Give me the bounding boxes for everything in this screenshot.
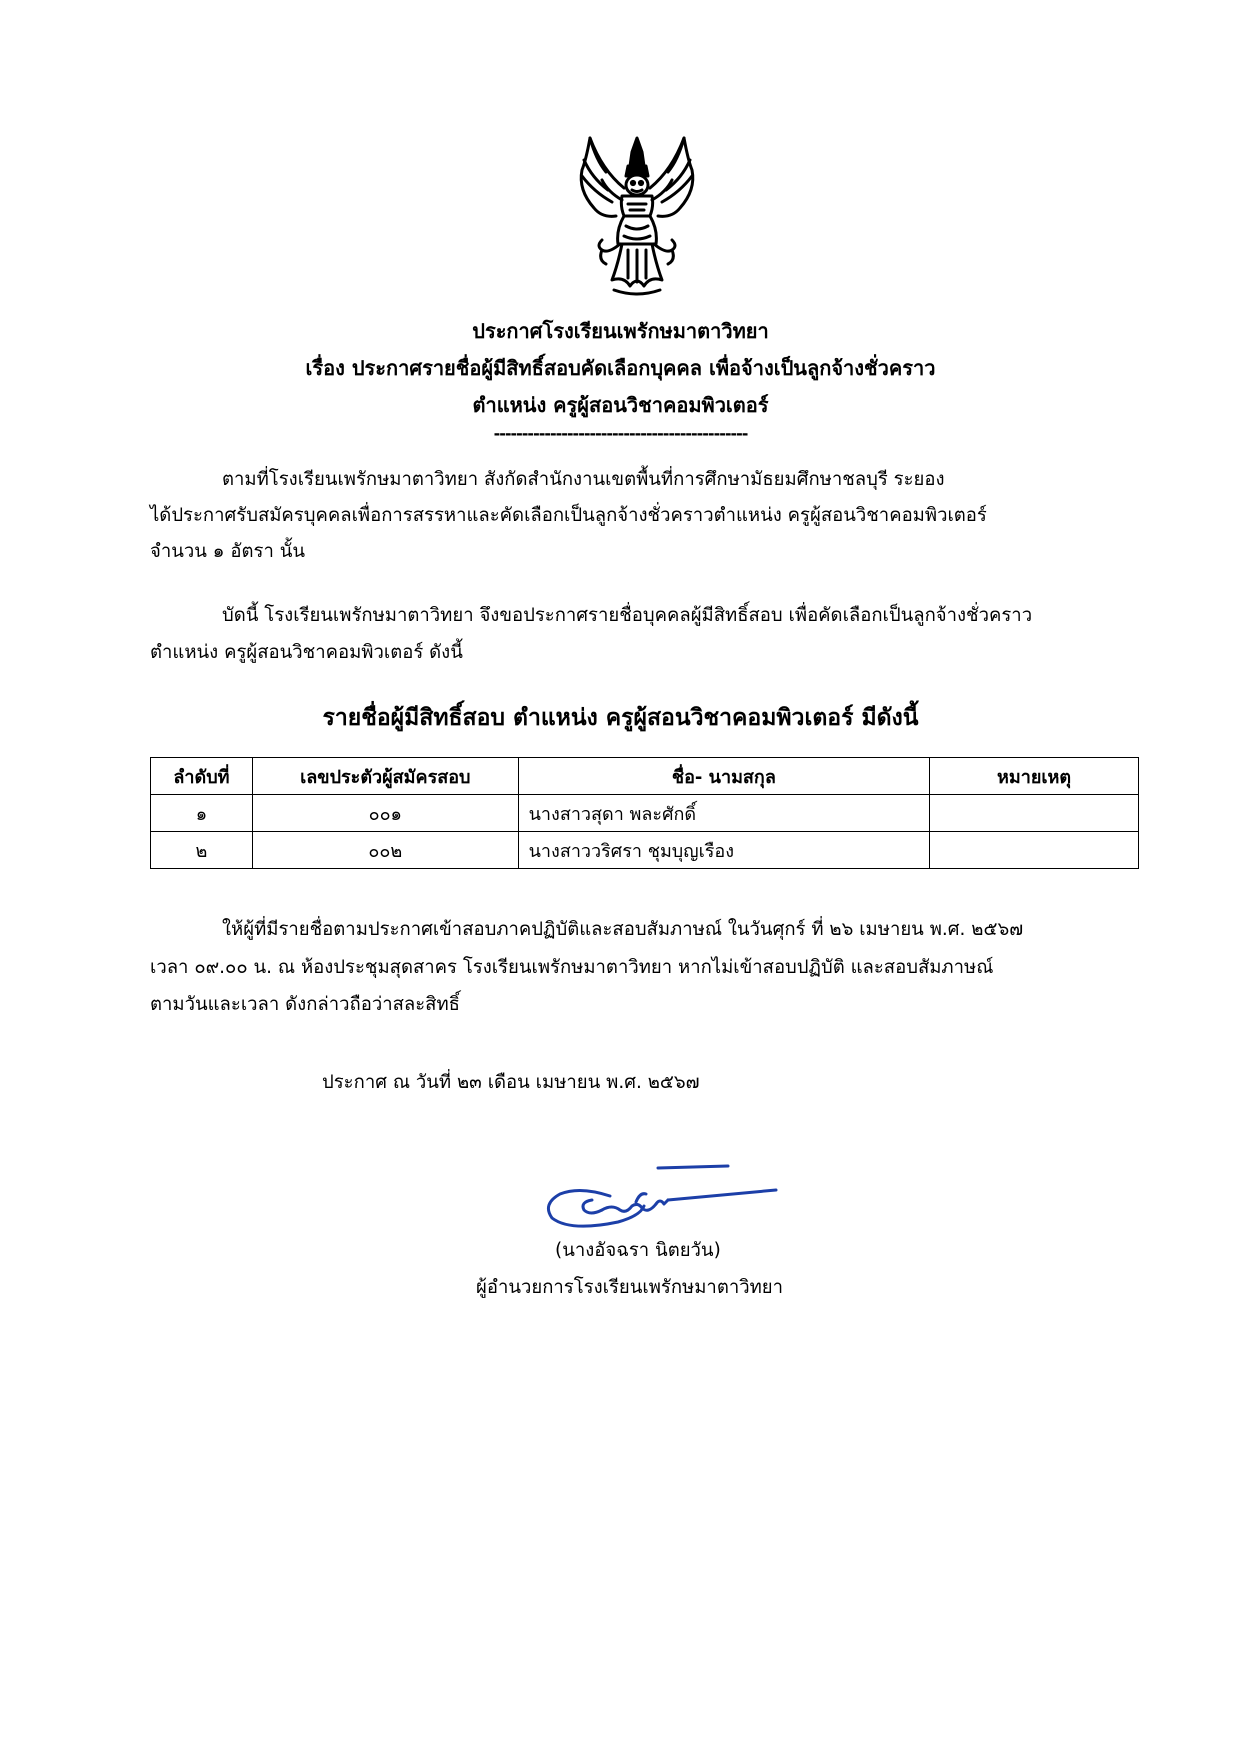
column-header-remarks: หมายเหตุ: [930, 758, 1139, 795]
paragraph-3-line-3: ตามวันและเวลา ดังกล่าวถือว่าสละสิทธิ์: [150, 994, 460, 1015]
announcement-title: ประกาศโรงเรียนเพรักษมาตาวิทยา: [472, 319, 769, 343]
announcement-date: ประกาศ ณ วันที่ ๒๓ เดือน เมษายน พ.ศ. ๒๕๖๗: [322, 1072, 700, 1093]
candidate-table: [150, 757, 1139, 869]
signer-position: ผู้อำนวยการโรงเรียนเพรักษมาตาวิทยา: [476, 1277, 784, 1298]
header-divider: ---------------------------------------------: [493, 424, 748, 443]
table-row: [151, 832, 1139, 869]
paragraph-2-line-2: ตำแหน่ง ครูผู้สอนวิชาคอมพิวเตอร์ ดังนี้: [150, 642, 463, 663]
table-row: [151, 795, 1139, 832]
paragraph-2-line-1: บัดนี้ โรงเรียนเพรักษมาตาวิทยา จึงขอประกาศรายชื่อบุคคลผู้มีสิทธิ์สอบ เพื่อคัดเลือกเป็นลูกจ้างชั่วคราว: [222, 605, 1033, 626]
paragraph-3-line-2: เวลา ๐๙.๐๐ น. ณ ห้องประชุมสุดสาคร โรงเรียนเพรักษมาตาวิทยา หากไม่เข้าสอบปฏิบัติ และสอบสัมภาษณ์: [150, 957, 994, 978]
column-header-applicant-id: เลขประตัวผู้สมัครสอบ: [252, 758, 518, 795]
cell-full-name: นางสาววริศรา ชุมบุญเรือง: [518, 832, 930, 869]
paragraph-1-line-1: ตามที่โรงเรียนเพรักษมาตาวิทยา สังกัดสำนักงานเขตพื้นที่การศึกษามัธยมศึกษาชลบุรี ระยอง: [222, 469, 945, 490]
cell-applicant-id: ๐๐๑: [252, 795, 518, 832]
column-header-order: ลำดับที่: [151, 758, 253, 795]
candidate-table-title: รายชื่อผู้มีสิทธิ์สอบ ตำแหน่ง ครูผู้สอนวิชาคอมพิวเตอร์ มีดังนี้: [322, 705, 919, 731]
announcement-subject: เรื่อง ประกาศรายชื่อผู้มีสิทธิ์สอบคัดเลือกบุคคล เพื่อจ้างเป็นลูกจ้างชั่วคราว: [305, 356, 936, 380]
cell-order: ๒: [151, 832, 253, 869]
paragraph-1-line-2: ได้ประกาศรับสมัครบุคคลเพื่อการสรรหาและคัดเลือกเป็นลูกจ้างชั่วคราวตำแหน่ง ครูผู้สอนวิชาคอมพิวเตอร์: [150, 505, 987, 526]
paragraph-1-line-3: จำนวน ๑ อัตรา นั้น: [150, 541, 306, 562]
signature-icon: [540, 1162, 790, 1232]
cell-order: ๑: [151, 795, 253, 832]
table-header-row: [151, 758, 1139, 795]
garuda-emblem-icon: [572, 130, 702, 300]
cell-applicant-id: ๐๐๒: [252, 832, 518, 869]
cell-full-name: นางสาวสุดา พละศักดิ์: [518, 795, 930, 832]
announcement-position: ตำแหน่ง ครูผู้สอนวิชาคอมพิวเตอร์: [472, 393, 769, 417]
cell-remarks: [930, 795, 1139, 832]
column-header-full-name: ชื่อ- นามสกุล: [518, 758, 930, 795]
signer-name: (นางอัจฉรา นิตยวัน): [555, 1240, 721, 1261]
cell-remarks: [930, 832, 1139, 869]
paragraph-3-line-1: ให้ผู้ที่มีรายชื่อตามประกาศเข้าสอบภาคปฏิบัติและสอบสัมภาษณ์ ในวันศุกร์ ที่ ๒๖ เมษายน พ.ศ. ๒๕๖๗: [222, 919, 1024, 940]
